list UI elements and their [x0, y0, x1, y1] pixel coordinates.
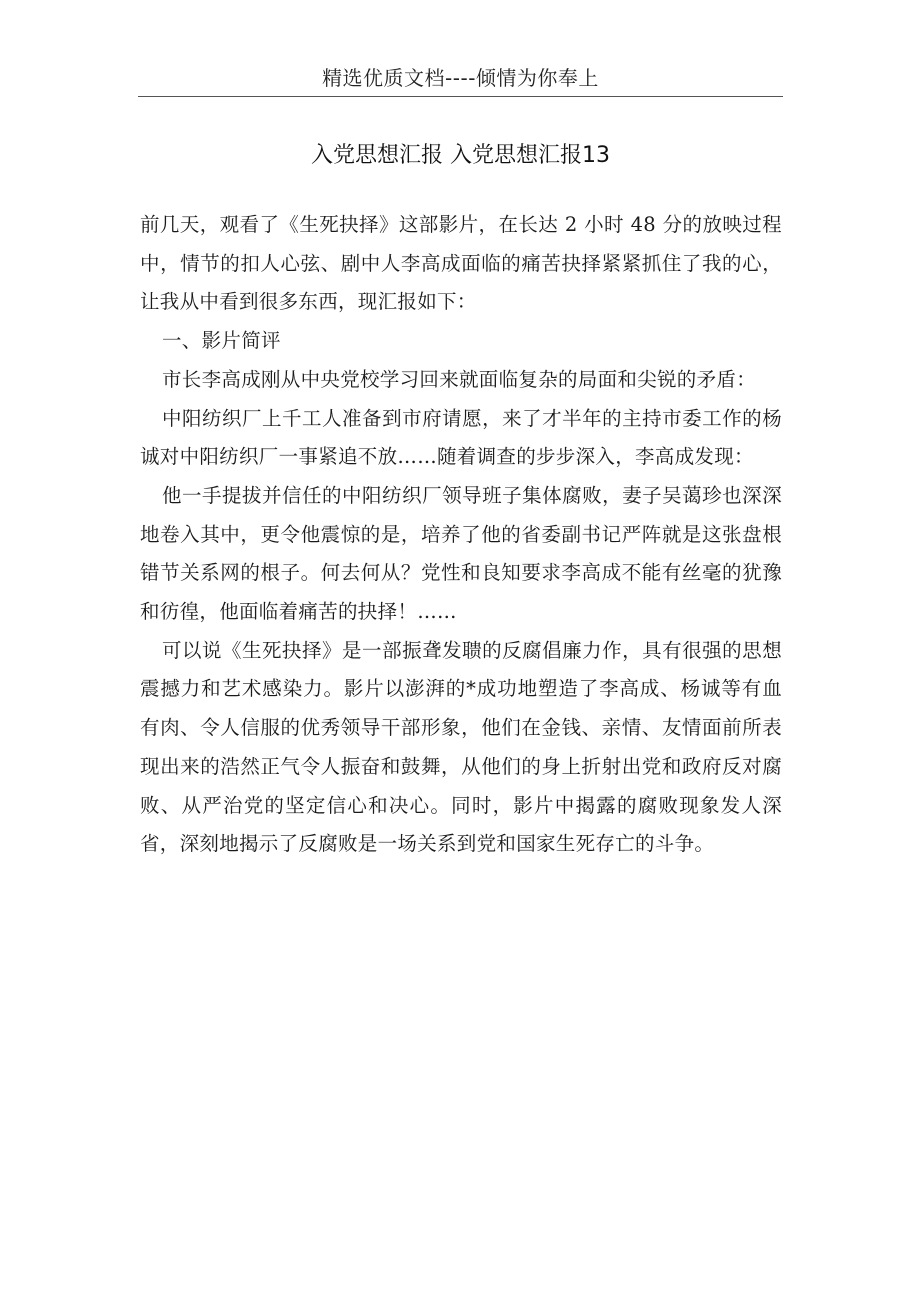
section-heading: 一、影片简评 — [162, 329, 281, 353]
paragraph: 可以说《生死抉择》是一部振聋发聩的反腐倡廉力作，具有很强的思想震撼力和艺术感染力。影片以澎湃的*成功地塑造了李高成、杨诚等有血有肉、令人信服的优秀领导干部形象，他们在金钱、亲情、友情面前所表现出来的浩然正气令人振奋和鼓舞，从他们的身上折射出党和政府反对腐败、从严治党的坚定信心和决心。同时，影片中揭露的腐败现象发人深省，深刻地揭示了反腐败是一场关系到党和国家生死存亡的斗争。 — [140, 638, 782, 856]
page-header: 精选优质文档----倾情为你奉上 — [322, 66, 599, 90]
document-body — [140, 206, 782, 864]
paragraph: 中阳纺织厂上千工人准备到市府请愿，来了才半年的主持市委工作的杨诚对中阳纺织厂一事紧追不放……随着调查的步步深入，李高成发现： — [140, 406, 782, 469]
paragraph: 他一手提拔并信任的中阳纺织厂领导班子集体腐败，妻子吴蔼珍也深深地卷入其中，更令他震惊的是，培养了他的省委副书记严阵就是这张盘根错节关系网的根子。何去何从？党性和良知要求李高成不能有丝毫的犹豫和彷徨，他面临着痛苦的抉择！…… — [140, 483, 782, 624]
paragraph-intro: 前几天，观看了《生死抉择》这部影片，在长达 2 小时 48 分的放映过程中，情节的扣人心弦、剧中人李高成面临的痛苦抉择紧紧抓住了我的心，让我从中看到很多东西，现汇报如下： — [140, 213, 782, 314]
paragraph: 市长李高成刚从中央党校学习回来就面临复杂的局面和尖锐的矛盾： — [162, 367, 757, 391]
header-divider — [138, 96, 783, 97]
document-title: 入党思想汇报 入党思想汇报13 — [311, 143, 610, 168]
